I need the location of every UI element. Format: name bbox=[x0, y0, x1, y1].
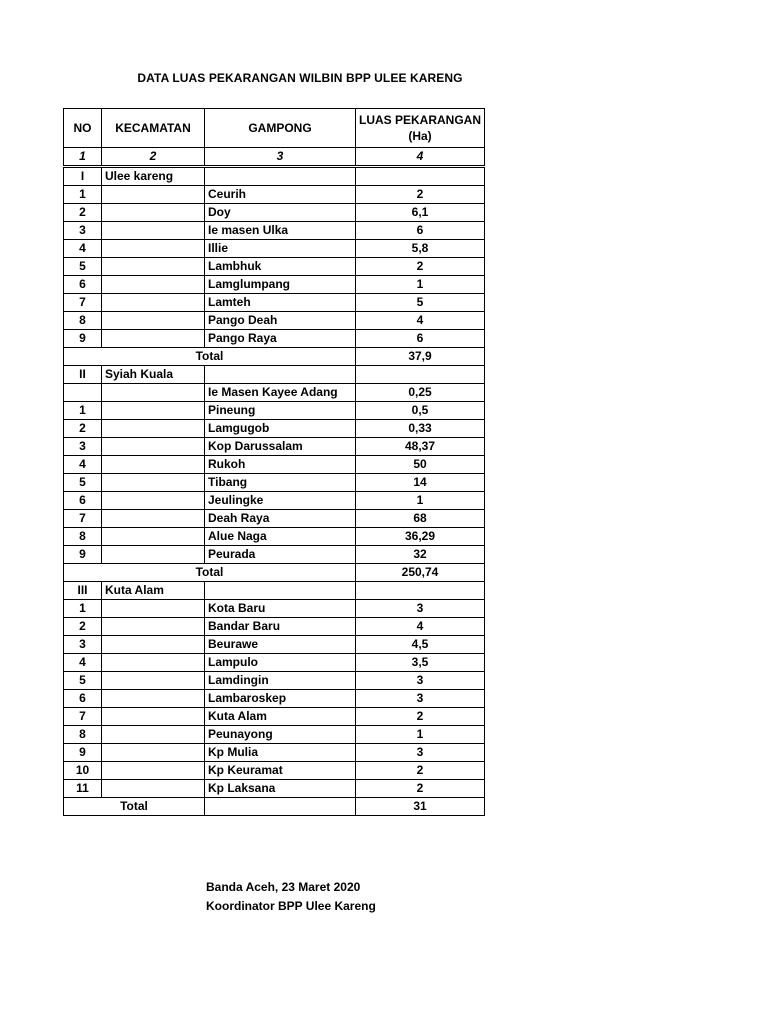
row-kecamatan-empty bbox=[102, 762, 205, 780]
table-row bbox=[64, 456, 485, 474]
row-no: 2 bbox=[64, 420, 102, 438]
row-gampong: Lambaroskep bbox=[205, 690, 356, 708]
row-luas: 5 bbox=[356, 294, 485, 312]
row-kecamatan-empty bbox=[102, 690, 205, 708]
row-kecamatan-empty bbox=[102, 510, 205, 528]
row-no: 4 bbox=[64, 240, 102, 258]
row-kecamatan-empty bbox=[102, 708, 205, 726]
row-no: 3 bbox=[64, 438, 102, 456]
table-row bbox=[64, 294, 485, 312]
row-luas: 32 bbox=[356, 546, 485, 564]
row-luas: 3 bbox=[356, 690, 485, 708]
table-row bbox=[64, 438, 485, 456]
table-row bbox=[64, 186, 485, 204]
row-no: 6 bbox=[64, 276, 102, 294]
header-luas-line1: LUAS PEKARANGAN bbox=[359, 113, 482, 127]
row-gampong: Beurawe bbox=[205, 636, 356, 654]
row-no: 9 bbox=[64, 330, 102, 348]
row-luas: 2 bbox=[356, 780, 485, 798]
row-luas: 2 bbox=[356, 762, 485, 780]
section-row bbox=[64, 167, 485, 186]
row-gampong: Lamdingin bbox=[205, 672, 356, 690]
row-luas: 68 bbox=[356, 510, 485, 528]
table-row bbox=[64, 510, 485, 528]
table-row bbox=[64, 258, 485, 276]
row-kecamatan-empty bbox=[102, 456, 205, 474]
row-luas: 4 bbox=[356, 312, 485, 330]
header-row bbox=[64, 109, 485, 148]
row-no: 6 bbox=[64, 690, 102, 708]
total-label: Total bbox=[64, 348, 356, 366]
row-luas: 50 bbox=[356, 456, 485, 474]
row-luas: 6 bbox=[356, 330, 485, 348]
row-luas: 3 bbox=[356, 744, 485, 762]
row-no: 7 bbox=[64, 294, 102, 312]
table-row bbox=[64, 654, 485, 672]
row-kecamatan-empty bbox=[102, 780, 205, 798]
table-row bbox=[64, 420, 485, 438]
section-luas-empty bbox=[356, 582, 485, 600]
row-kecamatan-empty bbox=[102, 492, 205, 510]
table-body bbox=[64, 167, 485, 816]
signature-place-date: Banda Aceh, 23 Maret 2020 bbox=[206, 880, 361, 894]
row-kecamatan-empty bbox=[102, 402, 205, 420]
row-no: 1 bbox=[64, 402, 102, 420]
row-luas: 0,33 bbox=[356, 420, 485, 438]
row-no bbox=[64, 384, 102, 402]
section-kecamatan: Syiah Kuala bbox=[102, 366, 205, 384]
section-roman: II bbox=[64, 366, 102, 384]
row-kecamatan-empty bbox=[102, 420, 205, 438]
header-kecamatan: KECAMATAN bbox=[102, 109, 205, 148]
row-gampong: Lamgugob bbox=[205, 420, 356, 438]
row-gampong: Pango Deah bbox=[205, 312, 356, 330]
table-row bbox=[64, 312, 485, 330]
row-no: 7 bbox=[64, 708, 102, 726]
row-gampong: Ie masen Ulka bbox=[205, 222, 356, 240]
row-gampong: Jeulingke bbox=[205, 492, 356, 510]
row-gampong: Ceurih bbox=[205, 186, 356, 204]
table-row bbox=[64, 330, 485, 348]
row-kecamatan-empty bbox=[102, 330, 205, 348]
row-gampong: Deah Raya bbox=[205, 510, 356, 528]
row-no: 4 bbox=[64, 654, 102, 672]
row-kecamatan-empty bbox=[102, 528, 205, 546]
row-kecamatan-empty bbox=[102, 186, 205, 204]
row-gampong: Lamglumpang bbox=[205, 276, 356, 294]
row-kecamatan-empty bbox=[102, 672, 205, 690]
row-luas: 36,29 bbox=[356, 528, 485, 546]
total-value: 31 bbox=[356, 798, 485, 816]
row-luas: 4,5 bbox=[356, 636, 485, 654]
row-kecamatan-empty bbox=[102, 240, 205, 258]
row-gampong: Doy bbox=[205, 204, 356, 222]
row-luas: 4 bbox=[356, 618, 485, 636]
total-gampong-empty bbox=[205, 798, 356, 816]
row-gampong: Rukoh bbox=[205, 456, 356, 474]
table-row bbox=[64, 402, 485, 420]
row-no: 9 bbox=[64, 546, 102, 564]
row-no: 2 bbox=[64, 618, 102, 636]
row-luas: 0,25 bbox=[356, 384, 485, 402]
table-row bbox=[64, 546, 485, 564]
row-gampong: Kota Baru bbox=[205, 600, 356, 618]
row-gampong: Alue Naga bbox=[205, 528, 356, 546]
total-row bbox=[64, 564, 485, 582]
row-kecamatan-empty bbox=[102, 546, 205, 564]
row-gampong: Bandar Baru bbox=[205, 618, 356, 636]
row-luas: 5,8 bbox=[356, 240, 485, 258]
table-row bbox=[64, 780, 485, 798]
row-no: 5 bbox=[64, 474, 102, 492]
row-luas: 1 bbox=[356, 276, 485, 294]
row-kecamatan-empty bbox=[102, 258, 205, 276]
row-kecamatan-empty bbox=[102, 276, 205, 294]
total-row bbox=[64, 348, 485, 366]
header-no: NO bbox=[64, 109, 102, 148]
total-row bbox=[64, 798, 485, 816]
header-luas bbox=[356, 109, 485, 148]
row-no: 10 bbox=[64, 762, 102, 780]
section-row bbox=[64, 582, 485, 600]
row-kecamatan-empty bbox=[102, 744, 205, 762]
section-kecamatan: Ulee kareng bbox=[102, 167, 205, 186]
table-row bbox=[64, 708, 485, 726]
row-gampong: Kp Mulia bbox=[205, 744, 356, 762]
section-kecamatan: Kuta Alam bbox=[102, 582, 205, 600]
row-kecamatan-empty bbox=[102, 438, 205, 456]
row-no: 2 bbox=[64, 204, 102, 222]
row-no: 11 bbox=[64, 780, 102, 798]
table-row bbox=[64, 762, 485, 780]
row-gampong: Lamteh bbox=[205, 294, 356, 312]
row-luas: 1 bbox=[356, 726, 485, 744]
section-gampong-empty bbox=[205, 167, 356, 186]
row-kecamatan-empty bbox=[102, 618, 205, 636]
table-row bbox=[64, 222, 485, 240]
column-number: 3 bbox=[205, 148, 356, 167]
row-luas: 0,5 bbox=[356, 402, 485, 420]
row-no: 5 bbox=[64, 672, 102, 690]
section-gampong-empty bbox=[205, 582, 356, 600]
section-luas-empty bbox=[356, 167, 485, 186]
row-gampong: Tibang bbox=[205, 474, 356, 492]
row-luas: 2 bbox=[356, 258, 485, 276]
row-luas: 6,1 bbox=[356, 204, 485, 222]
total-value: 37,9 bbox=[356, 348, 485, 366]
row-gampong: Lambhuk bbox=[205, 258, 356, 276]
row-luas: 3 bbox=[356, 600, 485, 618]
row-kecamatan-empty bbox=[102, 600, 205, 618]
row-gampong: Lampulo bbox=[205, 654, 356, 672]
table-row bbox=[64, 600, 485, 618]
total-value: 250,74 bbox=[356, 564, 485, 582]
table-row bbox=[64, 276, 485, 294]
row-luas: 2 bbox=[356, 708, 485, 726]
signature-role: Koordinator BPP Ulee Kareng bbox=[206, 899, 376, 913]
row-no: 4 bbox=[64, 456, 102, 474]
row-luas: 14 bbox=[356, 474, 485, 492]
row-gampong: Kp Keuramat bbox=[205, 762, 356, 780]
row-gampong: Pineung bbox=[205, 402, 356, 420]
row-no: 5 bbox=[64, 258, 102, 276]
row-no: 6 bbox=[64, 492, 102, 510]
row-luas: 1 bbox=[356, 492, 485, 510]
row-no: 1 bbox=[64, 600, 102, 618]
table-row bbox=[64, 636, 485, 654]
pekarangan-table bbox=[63, 108, 485, 816]
row-no: 8 bbox=[64, 528, 102, 546]
row-kecamatan-empty bbox=[102, 636, 205, 654]
column-number: 2 bbox=[102, 148, 205, 167]
table-row bbox=[64, 618, 485, 636]
total-label: Total bbox=[64, 564, 356, 582]
column-number: 1 bbox=[64, 148, 102, 167]
section-luas-empty bbox=[356, 366, 485, 384]
row-no: 7 bbox=[64, 510, 102, 528]
row-kecamatan-empty bbox=[102, 312, 205, 330]
table-row bbox=[64, 690, 485, 708]
row-kecamatan-empty bbox=[102, 726, 205, 744]
row-gampong: Kuta Alam bbox=[205, 708, 356, 726]
table-row bbox=[64, 384, 485, 402]
table-row bbox=[64, 240, 485, 258]
row-gampong: Illie bbox=[205, 240, 356, 258]
header-luas-line2: (Ha) bbox=[408, 129, 432, 143]
table-row bbox=[64, 672, 485, 690]
table-row bbox=[64, 474, 485, 492]
section-roman: III bbox=[64, 582, 102, 600]
row-gampong: Pango Raya bbox=[205, 330, 356, 348]
row-gampong: Peurada bbox=[205, 546, 356, 564]
row-kecamatan-empty bbox=[102, 204, 205, 222]
row-kecamatan-empty bbox=[102, 294, 205, 312]
table-row bbox=[64, 492, 485, 510]
row-no: 8 bbox=[64, 312, 102, 330]
row-no: 9 bbox=[64, 744, 102, 762]
row-luas: 6 bbox=[356, 222, 485, 240]
row-luas: 3,5 bbox=[356, 654, 485, 672]
total-label: Total bbox=[64, 798, 205, 816]
row-luas: 48,37 bbox=[356, 438, 485, 456]
row-kecamatan-empty bbox=[102, 474, 205, 492]
row-no: 1 bbox=[64, 186, 102, 204]
table-row bbox=[64, 744, 485, 762]
row-gampong: Peunayong bbox=[205, 726, 356, 744]
section-roman: I bbox=[64, 167, 102, 186]
row-gampong: Kop Darussalam bbox=[205, 438, 356, 456]
row-luas: 3 bbox=[356, 672, 485, 690]
row-gampong: Kp Laksana bbox=[205, 780, 356, 798]
column-number-row bbox=[64, 148, 485, 167]
header-gampong: GAMPONG bbox=[205, 109, 356, 148]
section-gampong-empty bbox=[205, 366, 356, 384]
column-number: 4 bbox=[356, 148, 485, 167]
row-kecamatan-empty bbox=[102, 222, 205, 240]
row-no: 3 bbox=[64, 636, 102, 654]
table-row bbox=[64, 204, 485, 222]
row-luas: 2 bbox=[356, 186, 485, 204]
section-row bbox=[64, 366, 485, 384]
table-row bbox=[64, 726, 485, 744]
row-kecamatan-empty bbox=[102, 654, 205, 672]
row-gampong: Ie Masen Kayee Adang bbox=[205, 384, 356, 402]
row-kecamatan-empty bbox=[102, 384, 205, 402]
document-title: DATA LUAS PEKARANGAN WILBIN BPP ULEE KARENG bbox=[137, 71, 463, 85]
row-no: 3 bbox=[64, 222, 102, 240]
row-no: 8 bbox=[64, 726, 102, 744]
table-row bbox=[64, 528, 485, 546]
